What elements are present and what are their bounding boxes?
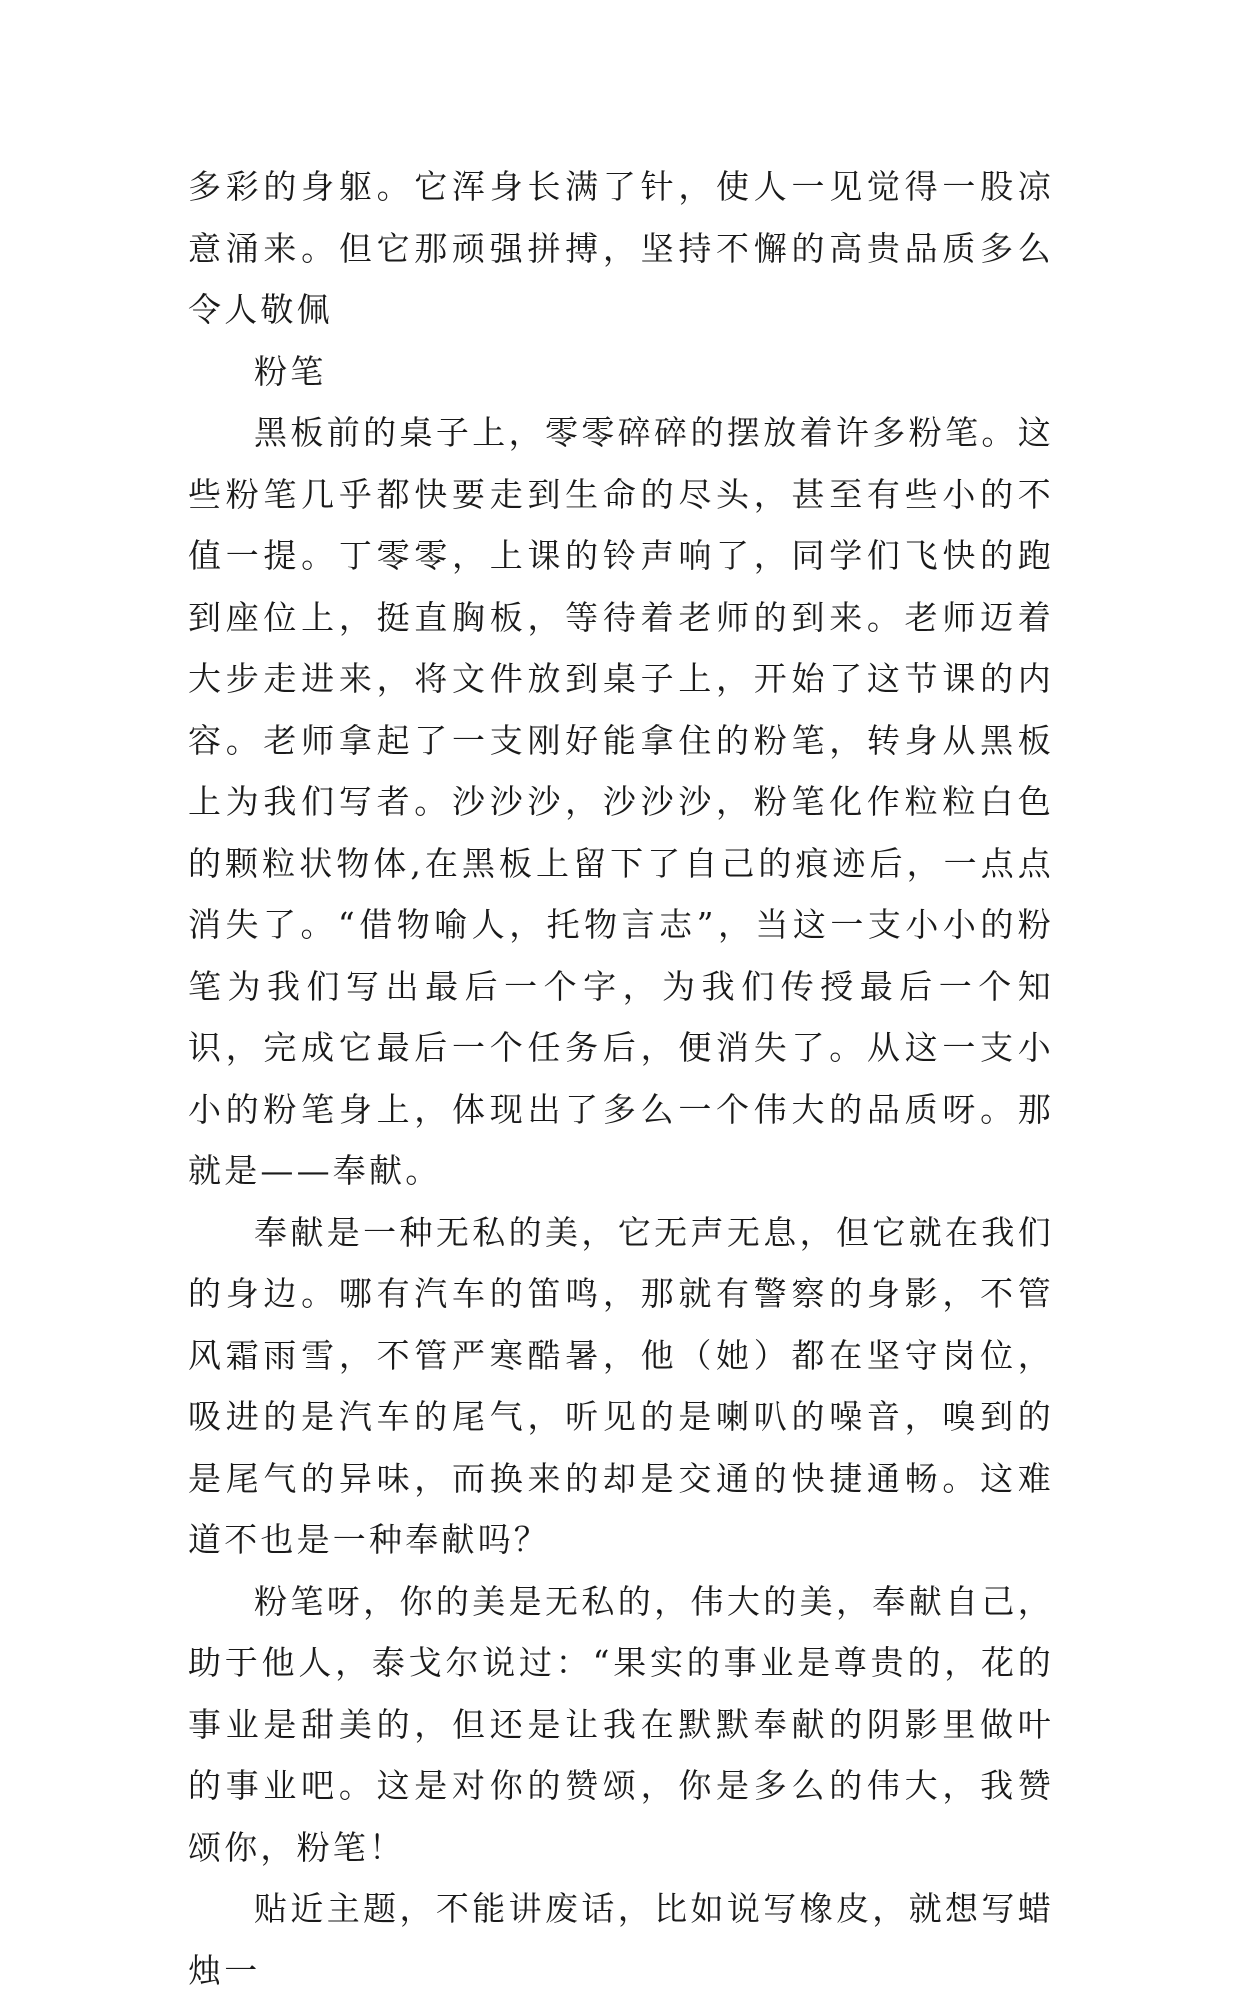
- paragraph-chalk-description: 黑板前的桌子上，零零碎碎的摆放着许多粉笔。这些粉笔几乎都快要走到生命的尽头，甚至有些小的不值一提。丁零零，上课的铃声响了，同学们飞快的跑到座位上，挺直胸板，等待着老师的到来。老师迈着大步走进来，将文件放到桌子上，开始了这节课的内容。老师拿起了一支刚好能拿住的粉笔，转身从黑板上为我们写者。沙沙沙，沙沙沙，粉笔化作粒粒白色的颗粒状物体,在黑板上留下了自己的痕迹后，一点点消失了。“借物喻人，托物言志”，当这一支小小的粉笔为我们写出最后一个字，为我们传授最后一个知识，完成它最后一个任务后，便消失了。从这一支小小的粉笔身上，体现出了多么一个伟大的品质呀。那就是——奉献。: [188, 413, 1054, 1190]
- paragraph-dedication: 奉献是一种无私的美，它无声无息，但它就在我们的身边。哪有汽车的笛鸣，那就有警察的身影，不管风霜雨雪，不管严寒酷暑，他（她）都在坚守岗位，吸进的是汽车的尾气，听见的是喇叭的噪音，嗅到的是尾气的异味，而换来的却是交通的快捷通畅。这难道不也是一种奉献吗？: [188, 1212, 1054, 1559]
- paragraph-praise: 粉笔呀，你的美是无私的，伟大的美，奉献自己，助于他人，泰戈尔说过：“果实的事业是尊贵的，花的事业是甜美的，但还是让我在默默奉献的阴影里做叶的事业吧。这是对你的赞颂，你是多么的伟大，我赞颂你，粉笔！: [188, 1581, 1054, 1867]
- paragraph-tip: 贴近主题，不能讲废话，比如说写橡皮，就想写蜡烛一: [188, 1889, 1054, 1990]
- paragraph-continuation: 多彩的身躯。它浑身长满了针，使人一见觉得一股凉意涌来。但它那顽强拼搏，坚持不懈的高贵品质多么令人敬佩: [188, 167, 1054, 329]
- section-title: 粉笔: [254, 351, 327, 391]
- document-body: [188, 156, 1054, 2001]
